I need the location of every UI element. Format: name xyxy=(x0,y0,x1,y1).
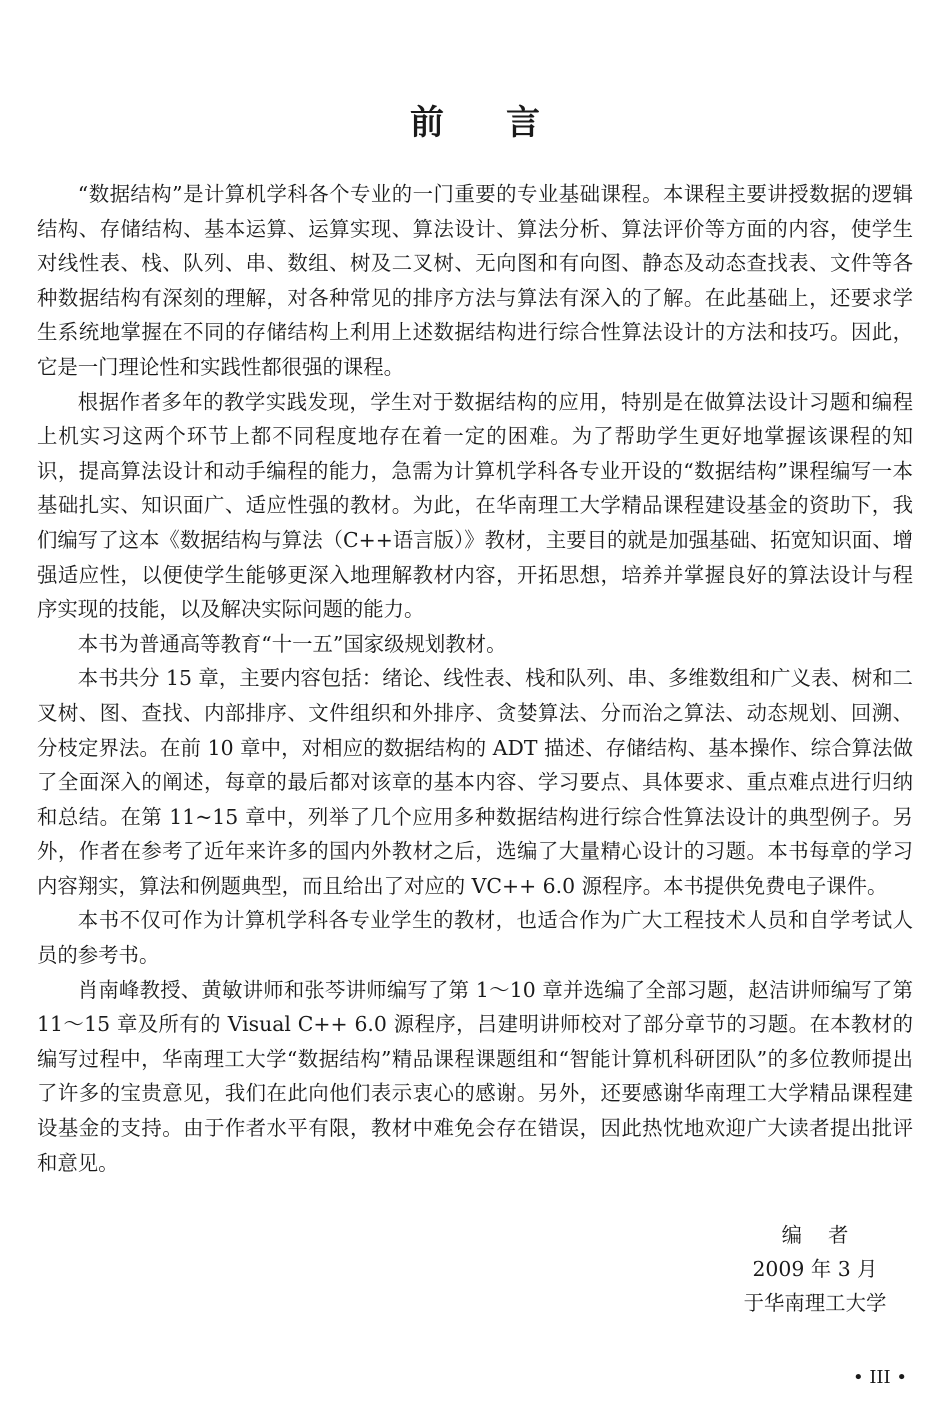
paragraph: “数据结构”是计算机学科各个专业的一门重要的专业基础课程。本课程主要讲授数据的逻辑结构、存储结构、基本运算、运算实现、算法设计、算法分析、算法评价等方面的内容，使学生对线性表、栈、队列、串、数组、树及二叉树、无向图和有向图、静态及动态查找表、文件等各种数据结构有深刻的理解，对各种常见的排序方法与算法有深入的了解。在此基础上，还要求学生系统地掌握在不同的存储结构上利用上述数据结构进行综合性算法设计的方法和技巧。因此，它是一门理论性和实践性都很强的课程。 xyxy=(37,182,913,379)
page-number: • III • xyxy=(852,1367,907,1388)
paragraph: 本书不仅可作为计算机学科各专业学生的教材，也适合作为广大工程技术人员和自学考试人员的参考书。 xyxy=(37,908,913,968)
signature-role: 编者 xyxy=(781,1223,875,1247)
paragraph: 本书为普通高等教育“十一五”国家级规划教材。 xyxy=(77,631,507,656)
page-title: 前言 xyxy=(410,103,602,143)
paragraph: 根据作者多年的教学实践发现，学生对于数据结构的应用，特别是在做算法设计习题和编程上机实习这两个环节上都不同程度地存在着一定的困难。为了帮助学生更好地掌握该课程的知识，提高算法设计和动手编程的能力，急需为计算机学科各专业开设的“数据结构”课程编写一本基础扎实、知识面广、适应性强的教材。为此，在华南理工大学精品课程建设基金的资助下，我们编写了这本《数据结构与算法（C++语言版）》教材，主要目的就是加强基础、拓宽知识面、增强适应性，以便使学生能够更深入地理解教材内容，开拓思想，培养并掌握良好的算法设计与程序实现的技能，以及解决实际问题的能力。 xyxy=(37,389,913,622)
paragraph: 本书共分 15 章，主要内容包括：绪论、线性表、栈和队列、串、多维数组和广义表、树和二叉树、图、查找、内部排序、文件组织和外排序、贪婪算法、分而治之算法、动态规划、回溯、分枝定界法。在前 10 章中，对相应的数据结构的 ADT 描述、存储结构、基本操作、综合算法做了全面深入的阐述，每章的最后都对该章的基本内容、学习要点、具体要求、重点难点进行归纳和总结。在第 11~15 章中，列举了几个应用多种数据结构进行综合性算法设计的典型例子。另外，作者在参考了近年来许多的国内外教材之后，选编了大量精心设计的习题。本书每章的学习内容翔实，算法和例题典型，而且给出了对应的 VC++ 6.0 源程序。本书提供免费电子课件。 xyxy=(37,666,913,898)
signature-block xyxy=(700,1218,930,1320)
preface-body xyxy=(37,177,913,1180)
paragraph: 肖南峰教授、黄敏讲师和张芩讲师编写了第 1～10 章并选编了全部习题，赵洁讲师编写了第 11～15 章及所有的 Visual C++ 6.0 源程序，吕建明讲师校对了部分章节的习题。在本教材的编写过程中，华南理工大学“数据结构”精品课程课题组和“智能计算机科研团队”的多位教师提出了许多的宝贵意见，我们在此向他们表示衷心的感谢。另外，还要感谢华南理工大学精品课程建设基金的支持。由于作者水平有限，教材中难免会存在错误，因此热忱地欢迎广大读者提出批评和意见。 xyxy=(37,977,913,1175)
signature-date: 2009 年 3 月 xyxy=(752,1257,878,1281)
signature-place: 于华南理工大学 xyxy=(743,1291,887,1315)
